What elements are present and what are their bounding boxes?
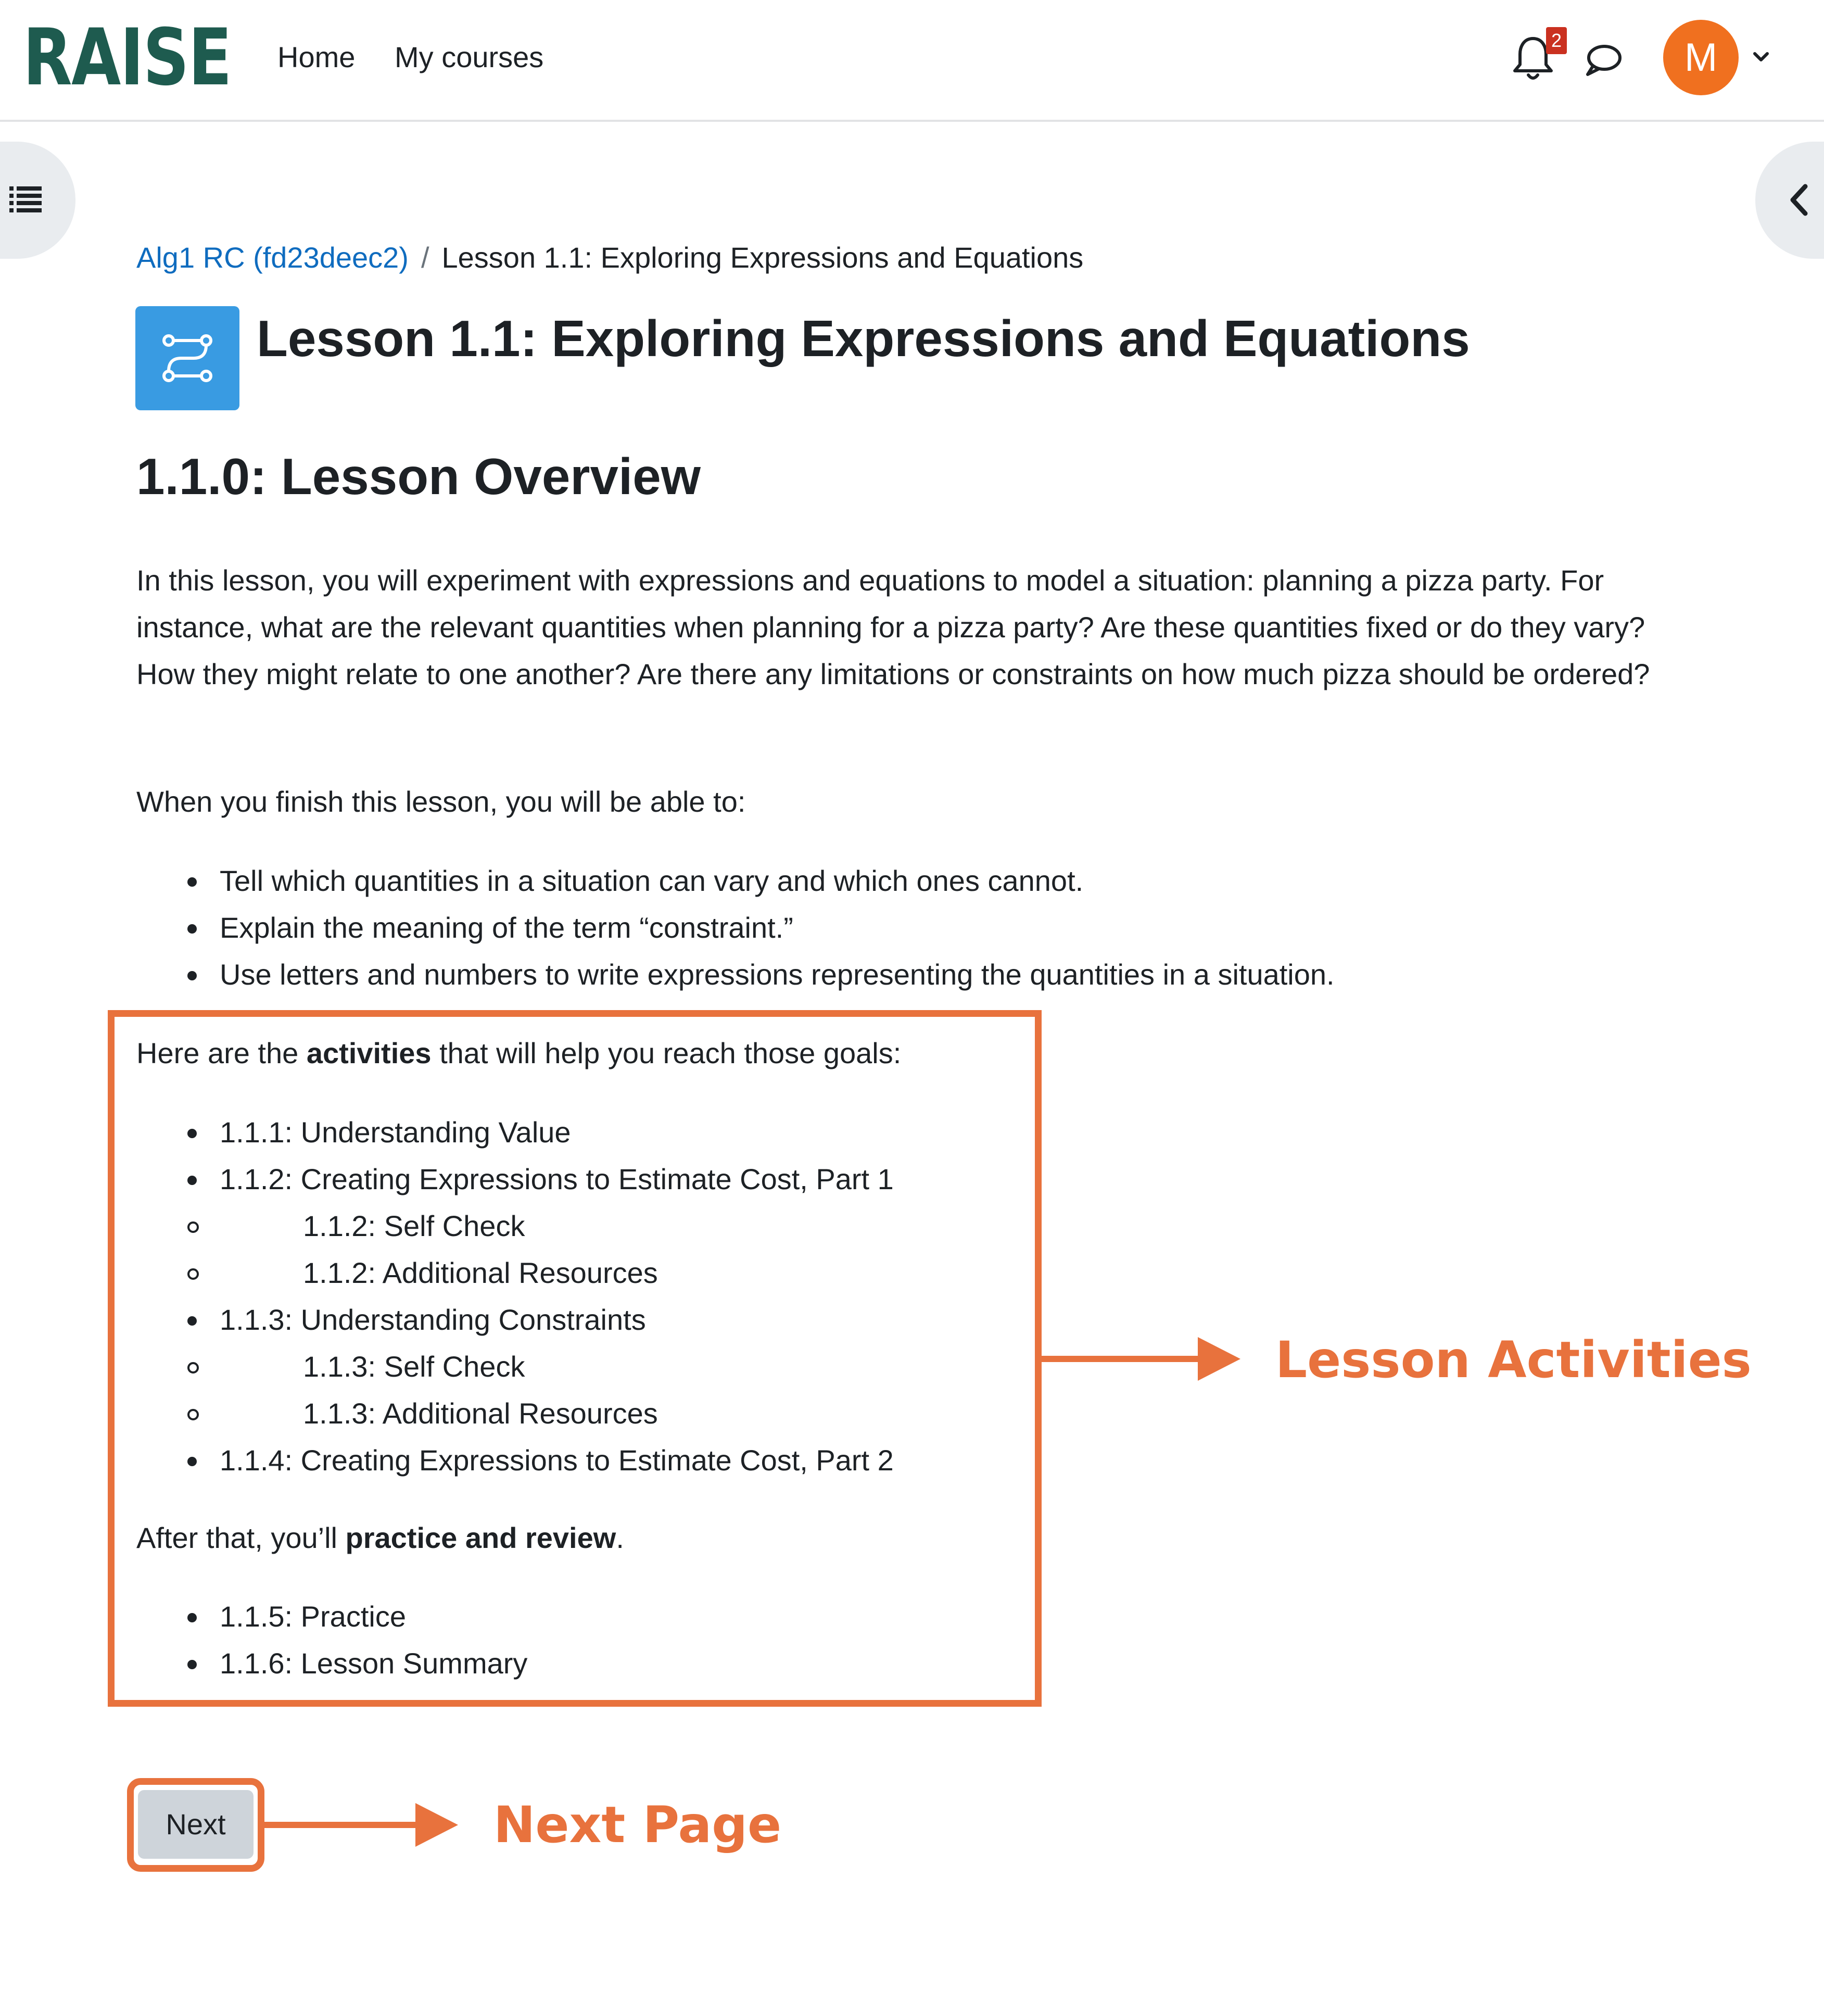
- raise-logo[interactable]: RAISE: [23, 12, 232, 103]
- activity-link[interactable]: 1.1.2: Creating Expressions to Estimate Cost, Part 1: [220, 1156, 894, 1203]
- activities-highlight-box: [108, 1010, 1042, 1707]
- next-page-callout: Next Page: [493, 1796, 782, 1854]
- activity-link[interactable]: 1.1.2: Additional Resources: [220, 1250, 894, 1296]
- next-arrow-icon: [264, 1799, 462, 1851]
- list-item: Tell which quantities in a situation can vary and which ones cannot.: [220, 858, 1335, 904]
- breadcrumb: [136, 237, 1083, 279]
- activity-link[interactable]: 1.1.3: Self Check: [220, 1343, 894, 1390]
- activity-link[interactable]: 1.1.3: Additional Resources: [220, 1390, 894, 1437]
- course-index-drawer-toggle[interactable]: [0, 142, 75, 259]
- goals-intro: When you finish this lesson, you will be able to:: [136, 785, 746, 818]
- activity-link[interactable]: 1.1.4: Creating Expressions to Estimate Cost, Part 2: [220, 1437, 894, 1484]
- chevron-left-icon: [1788, 183, 1810, 217]
- activity-link[interactable]: 1.1.6: Lesson Summary: [220, 1640, 527, 1687]
- activities-arrow-icon: [1042, 1333, 1245, 1385]
- nav-home-link[interactable]: Home: [277, 41, 356, 73]
- activity-link[interactable]: 1.1.5: Practice: [220, 1593, 527, 1640]
- nav-my-courses-link[interactable]: My courses: [395, 41, 544, 73]
- list-item: Use letters and numbers to write expressions representing the quantities in a situation.: [220, 951, 1335, 998]
- user-avatar[interactable]: M: [1663, 20, 1739, 95]
- lesson-activity-icon: [135, 306, 239, 410]
- notification-count-badge: 2: [1546, 27, 1567, 54]
- list-item: Explain the meaning of the term “constraint.”: [220, 904, 1335, 951]
- activity-link[interactable]: 1.1.1: Understanding Value: [220, 1109, 894, 1156]
- activity-link[interactable]: 1.1.2: Self Check: [220, 1203, 894, 1250]
- activities-intro: Here are the activities that will help you reach those goals:: [136, 1037, 902, 1069]
- chevron-down-icon[interactable]: [1751, 49, 1771, 65]
- block-drawer-toggle[interactable]: [1755, 142, 1824, 259]
- breadcrumb-separator: /: [421, 241, 429, 274]
- breadcrumb-current: Lesson 1.1: Exploring Expressions and Equations: [441, 241, 1084, 274]
- top-navbar: [0, 0, 1824, 122]
- next-button[interactable]: Next: [138, 1790, 254, 1859]
- page-title: Lesson 1.1: Exploring Expressions and Equations: [257, 310, 1470, 367]
- lesson-activities-callout: Lesson Activities: [1275, 1331, 1752, 1389]
- activity-link[interactable]: 1.1.3: Understanding Constraints: [220, 1296, 894, 1343]
- goals-list: [220, 858, 1335, 998]
- practice-intro: After that, you’ll practice and review.: [136, 1521, 624, 1554]
- section-heading: 1.1.0: Lesson Overview: [136, 448, 701, 505]
- messages-icon[interactable]: [1582, 39, 1624, 81]
- intro-paragraph: In this lesson, you will experiment with expressions and equations to model a situation: planning a pizza party. For instance, what are the relevant quantities when planning for a pizza party? Are these quantities fixed or do they vary? How they might relate to one another? Are there any limitations or constraints on how much pizza should be ordered?: [136, 564, 1650, 690]
- lesson-path-icon: [160, 331, 214, 385]
- breadcrumb-course-link[interactable]: Alg1 RC (fd23deec2): [136, 241, 409, 274]
- list-icon: [9, 184, 42, 213]
